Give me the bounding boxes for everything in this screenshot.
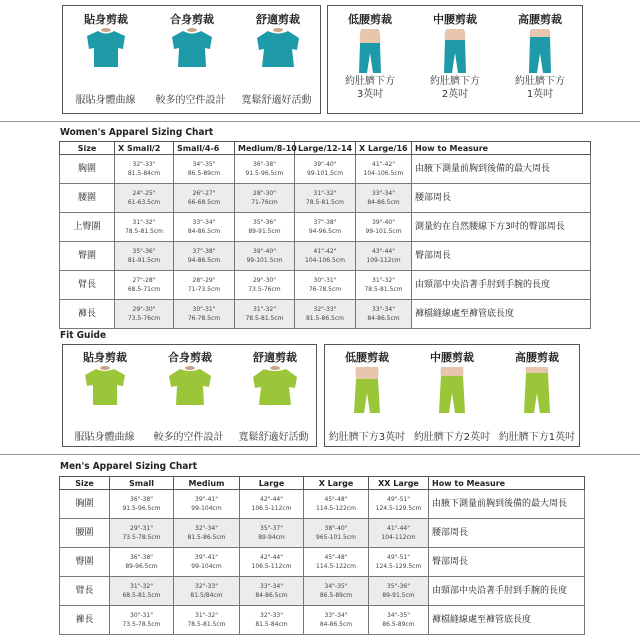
cm-value: 91.5-96.5cm <box>122 505 161 512</box>
women-rise-low <box>328 11 412 101</box>
size-cell <box>174 300 235 329</box>
size-cell <box>235 184 295 213</box>
women-cut-panel <box>62 5 321 114</box>
cm-value: 94-96.5cm <box>308 228 342 235</box>
fit-desc: 寬鬆舒適好活動 <box>241 95 312 106</box>
inch-value: 29"-30" <box>132 306 156 313</box>
men-low-rise-pants-figure <box>344 365 390 415</box>
cm-value: 89-91.5cm <box>382 592 415 599</box>
men-rise-descriptions <box>325 425 579 444</box>
size-cell <box>369 519 429 548</box>
size-cell <box>369 490 429 519</box>
cm-value: 965-101.5cm <box>316 534 356 541</box>
cm-value: 114.5-122cm <box>316 563 356 570</box>
inch-value: 41"-42" <box>372 161 395 168</box>
size-cell <box>369 548 429 577</box>
inch-value: 32"-34" <box>195 525 218 532</box>
size-cell <box>304 577 369 606</box>
cm-value: 68.5-71cm <box>127 286 161 293</box>
inch-value: 30"-31" <box>130 612 153 619</box>
men-mid-rise-pants-figure <box>429 365 475 415</box>
fit-label: 舒適剪裁 <box>253 351 297 364</box>
men-rise-high <box>495 349 579 415</box>
women-fit-relaxed <box>235 11 321 71</box>
inch-value: 31"-32" <box>313 190 337 197</box>
size-cell <box>369 577 429 606</box>
inch-value: 26"-27" <box>192 190 216 197</box>
cm-value: 84-86.5cm <box>367 199 400 206</box>
cm-value: 104-106.5cm <box>363 170 404 177</box>
cm-value: 89-96.5cm <box>125 563 158 570</box>
header-cell: Medium <box>174 477 240 490</box>
header-cell: X Large <box>304 477 369 490</box>
cm-value: 78.5-81.5cm <box>305 199 345 206</box>
header-cell: Medium/8-10 <box>235 142 295 155</box>
measure-instruction: 褲檔縫線處至褲管底長度 <box>412 300 591 329</box>
cm-value: 81.5-86.5cm <box>187 534 226 541</box>
cm-value: 71-76cm <box>251 199 278 206</box>
table-header-row <box>60 477 585 490</box>
measure-instruction: 測量約在自然腰線下方3吋的臀部周長 <box>412 213 591 242</box>
size-cell <box>174 548 240 577</box>
inch-value: 39"-41" <box>195 496 218 503</box>
cm-value: 73.5-76cm <box>127 315 161 322</box>
size-cell <box>240 577 304 606</box>
inch-value: 35"-36" <box>387 583 410 590</box>
fit-desc: 服貼身體曲線 <box>75 95 136 106</box>
header-cell: Size <box>60 477 110 490</box>
cm-value: 86.5-89cm <box>382 621 415 628</box>
cm-value: 124.5-129.5cm <box>375 505 422 512</box>
size-cell <box>240 490 304 519</box>
cm-value: 68.5-81.5cm <box>122 592 161 599</box>
cm-value: 84-86.5cm <box>319 621 353 628</box>
inch-value: 32"-33" <box>132 161 156 168</box>
inch-value: 32"-33" <box>260 612 283 619</box>
cm-value: 78.5-81.5cm <box>245 315 284 322</box>
size-cell <box>174 155 235 184</box>
table-row <box>60 490 585 519</box>
measure-instruction: 褲檔縫線處至褲管底長度 <box>429 606 585 635</box>
cm-value: 84-86.5cm <box>367 315 400 322</box>
size-cell <box>295 155 356 184</box>
size-cell <box>174 519 240 548</box>
table-row <box>60 271 591 300</box>
inch-value: 36"-38" <box>130 554 153 561</box>
size-cell <box>110 519 174 548</box>
men-cut-panel <box>62 344 317 447</box>
cm-value: 109-112cm <box>366 257 401 264</box>
header-cell: Small/4-6 <box>174 142 235 155</box>
size-cell <box>115 300 174 329</box>
cm-value: 99-104cm <box>191 563 222 570</box>
inch-value: 32"-33" <box>313 306 337 313</box>
size-cell <box>304 519 369 548</box>
size-cell <box>174 606 240 635</box>
size-cell <box>235 213 295 242</box>
women-rise-mid <box>412 11 498 101</box>
row-label: 褲長 <box>60 300 115 329</box>
cm-value: 124.5-129.5cm <box>375 563 422 570</box>
header-cell: Size <box>60 142 115 155</box>
size-cell <box>174 490 240 519</box>
men-high-rise-pants-figure <box>514 365 560 415</box>
row-label: 臀圍 <box>60 242 115 271</box>
header-cell: X Large/16 <box>356 142 412 155</box>
size-cell <box>295 213 356 242</box>
size-cell <box>235 271 295 300</box>
inch-value: 49"-51" <box>387 496 410 503</box>
inch-value: 31"-32" <box>195 612 218 619</box>
row-label: 臂長 <box>60 577 110 606</box>
inch-value: 33"-34" <box>192 219 216 226</box>
fit-desc: 寬鬆舒適好活動 <box>238 432 309 443</box>
inch-value: 29"-30" <box>253 277 276 284</box>
measure-instruction: 由腋下測量前胸到後備的最大周長 <box>429 490 585 519</box>
inch-value: 30"-31" <box>313 277 337 284</box>
men-rise-panel <box>324 344 580 447</box>
size-cell <box>110 577 174 606</box>
table-header-row <box>60 142 591 155</box>
table-row <box>60 242 591 271</box>
size-cell <box>356 184 412 213</box>
men-slim-shirt-figure <box>80 365 130 409</box>
inch-value: 41"-44" <box>387 525 410 532</box>
header-cell: Small <box>110 477 174 490</box>
size-cell <box>304 490 369 519</box>
fit-label: 合身剪裁 <box>170 13 214 26</box>
men-regular-shirt-figure <box>165 365 215 409</box>
women-low-rise-pants-figure <box>347 27 393 75</box>
men-size-table <box>59 476 585 635</box>
cm-value: 66-68.5cm <box>187 199 221 206</box>
cm-value: 99-104cm <box>191 505 222 512</box>
cm-value: 86.5-89cm <box>319 592 353 599</box>
measure-instruction: 臀部周長 <box>412 242 591 271</box>
rise-desc: 約肚臍下方3英吋 <box>328 432 406 443</box>
men-fit-relaxed <box>233 349 317 409</box>
cm-value: 73.5-76cm <box>248 286 281 293</box>
row-label: 胸圍 <box>60 155 115 184</box>
size-cell <box>115 155 174 184</box>
cm-value: 73.5-78.5cm <box>122 534 161 541</box>
inch-value: 35"-36" <box>132 248 156 255</box>
inch-value: 27"-28" <box>132 277 156 284</box>
header-cell: How to Measure <box>429 477 585 490</box>
size-cell <box>240 519 304 548</box>
size-cell <box>235 242 295 271</box>
cm-value: 76-78.5cm <box>187 315 221 322</box>
men-relaxed-shirt-figure <box>250 365 300 409</box>
rise-label: 低腰剪裁 <box>348 13 392 26</box>
size-cell <box>115 213 174 242</box>
inch-value: 36"-38" <box>130 496 153 503</box>
inch-value: 43"-44" <box>372 248 395 255</box>
women-size-table <box>59 141 591 329</box>
cm-value: 106.5-112cm <box>251 505 292 512</box>
cm-value: 94-86.5cm <box>187 257 221 264</box>
women-rise-panel <box>327 5 583 114</box>
size-cell <box>174 577 240 606</box>
row-label: 上臀圍 <box>60 213 115 242</box>
inch-value: 33"-34" <box>372 190 395 197</box>
inch-value: 31"-32" <box>130 583 153 590</box>
inch-value: 39"-40" <box>313 161 337 168</box>
inch-value: 34"-35" <box>387 612 410 619</box>
inch-value: 31"-32" <box>253 306 276 313</box>
table-row <box>60 519 585 548</box>
cm-value: 114.5-122cm <box>316 505 356 512</box>
size-cell <box>174 213 235 242</box>
rise-label: 高腰剪裁 <box>518 13 562 26</box>
fit-desc: 較多的空件設計 <box>153 432 224 443</box>
women-regular-shirt-figure <box>167 27 217 71</box>
women-rise-high <box>498 11 582 101</box>
inch-value: 35"-37" <box>260 525 283 532</box>
table-row <box>60 606 585 635</box>
row-label: 臂長 <box>60 271 115 300</box>
fit-label: 舒適剪裁 <box>256 13 300 26</box>
inch-value: 45"-48" <box>324 554 348 561</box>
men-fit-slim <box>63 349 147 409</box>
size-cell <box>356 300 412 329</box>
inch-value: 42"-44" <box>260 496 283 503</box>
inch-value: 31"-32" <box>372 277 395 284</box>
fit-label: 合身剪裁 <box>168 351 212 364</box>
rise-desc: 約肚臍下方1英吋 <box>498 432 576 443</box>
cm-value: 106.5-112cm <box>251 563 292 570</box>
rise-desc: 約肚臍下方2英吋 <box>413 432 491 443</box>
size-cell <box>235 155 295 184</box>
inch-value: 38"-40" <box>324 525 348 532</box>
cm-value: 84-86.5cm <box>187 228 221 235</box>
inch-value: 49"-51" <box>387 554 410 561</box>
men-rise-mid <box>409 349 495 415</box>
inch-value: 33"-34" <box>372 306 395 313</box>
men-fit-regular <box>147 349 233 409</box>
cm-value: 78.5-81.5cm <box>364 286 403 293</box>
rise-desc: 約肚臍下方 <box>345 76 395 87</box>
size-cell <box>369 606 429 635</box>
cm-value: 84-86.5cm <box>255 592 288 599</box>
size-cell <box>115 184 174 213</box>
inch-value: 35"-36" <box>253 219 276 226</box>
cm-value: 81.5-86.5cm <box>305 315 345 322</box>
header-cell: Large <box>240 477 304 490</box>
rise-label: 中腰剪裁 <box>430 351 474 364</box>
divider <box>0 121 640 122</box>
size-cell <box>115 271 174 300</box>
fit-label: 貼身剪裁 <box>84 13 128 26</box>
inch-value: 28"-29" <box>192 277 216 284</box>
cm-value: 89-94cm <box>258 534 285 541</box>
size-cell <box>115 242 174 271</box>
row-label: 褲長 <box>60 606 110 635</box>
cm-value: 81.5-84cm <box>255 621 288 628</box>
inch-value: 42"-44" <box>260 554 283 561</box>
size-cell <box>174 184 235 213</box>
women-relaxed-shirt-figure <box>253 27 303 71</box>
cm-value: 99-101.5cm <box>365 228 402 235</box>
size-cell <box>174 242 235 271</box>
cm-value: 81-91.5cm <box>127 257 161 264</box>
rise-desc: 3英吋 <box>356 89 384 100</box>
cm-value: 89-91.5cm <box>248 228 281 235</box>
cm-value: 78.5-81.5cm <box>124 228 164 235</box>
women-cut-descriptions <box>63 88 320 107</box>
fit-desc: 服貼身體曲線 <box>74 432 135 443</box>
size-cell <box>356 271 412 300</box>
measure-instruction: 由腋下測量前胸到後備的最大周長 <box>412 155 591 184</box>
fit-desc: 較多的空件設計 <box>155 95 226 106</box>
size-cell <box>110 490 174 519</box>
row-label: 腰圍 <box>60 519 110 548</box>
divider <box>0 454 640 455</box>
inch-value: 36"-38" <box>253 161 276 168</box>
cm-value: 71-73.5cm <box>187 286 221 293</box>
inch-value: 41"-42" <box>313 248 337 255</box>
women-chart-title: Women's Apparel Sizing Chart <box>60 127 214 138</box>
rise-desc: 約肚臍下方 <box>515 76 565 87</box>
measure-instruction: 腰部周長 <box>429 519 585 548</box>
cm-value: 81.5/84cm <box>190 592 223 599</box>
cm-value: 104-112cm <box>381 534 416 541</box>
table-row <box>60 155 591 184</box>
row-label: 臀圍 <box>60 548 110 577</box>
row-label: 胸圍 <box>60 490 110 519</box>
cm-value: 73.5-78.5cm <box>122 621 161 628</box>
size-cell <box>356 213 412 242</box>
inch-value: 33"-34" <box>260 583 283 590</box>
size-cell <box>240 606 304 635</box>
inch-value: 37"-38" <box>192 248 216 255</box>
inch-value: 34"-35" <box>192 161 216 168</box>
table-row <box>60 577 585 606</box>
rise-desc: 2英吋 <box>441 89 469 100</box>
measure-instruction: 由頸部中央沿著手肘到手腕的長度 <box>429 577 585 606</box>
inch-value: 32"-33" <box>195 583 218 590</box>
women-fit-regular <box>149 11 235 71</box>
size-cell <box>110 606 174 635</box>
inch-value: 39"-40" <box>372 219 395 226</box>
rise-desc: 約肚臍下方 <box>430 76 480 87</box>
header-cell: Large/12-14 <box>295 142 356 155</box>
size-cell <box>295 184 356 213</box>
cm-value: 91.5-96.5cm <box>245 170 284 177</box>
cm-value: 99-101.5cm <box>246 257 283 264</box>
cm-value: 99-101.5cm <box>306 170 344 177</box>
header-cell: XX Large <box>369 477 429 490</box>
rise-label: 中腰剪裁 <box>433 13 477 26</box>
fit-label: 貼身剪裁 <box>83 351 127 364</box>
measure-instruction: 臀部周長 <box>429 548 585 577</box>
measure-instruction: 腰部周長 <box>412 184 591 213</box>
table-row <box>60 300 591 329</box>
rise-desc: 1英吋 <box>526 89 554 100</box>
cm-value: 81.5-84cm <box>127 170 161 177</box>
table-row <box>60 548 585 577</box>
inch-value: 31"-32" <box>132 219 156 226</box>
inch-value: 45"-48" <box>324 496 348 503</box>
size-cell <box>356 155 412 184</box>
header-cell: X Small/2 <box>115 142 174 155</box>
men-cut-descriptions <box>63 425 316 444</box>
inch-value: 29"-31" <box>130 525 153 532</box>
inch-value: 24"-25" <box>132 190 156 197</box>
table-row <box>60 213 591 242</box>
size-cell <box>110 548 174 577</box>
row-label: 腰圍 <box>60 184 115 213</box>
header-cell: How to Measure <box>412 142 591 155</box>
cm-value: 78.5-81.5cm <box>187 621 226 628</box>
rise-label: 低腰剪裁 <box>345 351 389 364</box>
inch-value: 30"-31" <box>192 306 216 313</box>
rise-label: 高腰剪裁 <box>515 351 559 364</box>
table-row <box>60 184 591 213</box>
size-cell <box>295 271 356 300</box>
men-chart-title: Men's Apparel Sizing Chart <box>60 461 198 472</box>
cm-value: 76-78.5cm <box>308 286 342 293</box>
inch-value: 28"-30" <box>253 190 276 197</box>
cm-value: 61-63.5cm <box>127 199 161 206</box>
women-high-rise-pants-figure <box>517 27 563 75</box>
inch-value: 37"-38" <box>313 219 337 226</box>
size-cell <box>295 300 356 329</box>
inch-value: 34"-35" <box>324 583 348 590</box>
inch-value: 39"-41" <box>195 554 218 561</box>
inch-value: 33"-34" <box>324 612 348 619</box>
cm-value: 104-106.5cm <box>305 257 345 264</box>
women-fit-slim <box>63 11 149 71</box>
size-cell <box>304 548 369 577</box>
women-slim-shirt-figure <box>81 27 131 71</box>
women-mid-rise-pants-figure <box>432 27 478 75</box>
size-cell <box>304 606 369 635</box>
cm-value: 86.5-89cm <box>187 170 221 177</box>
size-cell <box>174 271 235 300</box>
men-rise-low <box>325 349 409 415</box>
inch-value: 39"-40" <box>253 248 276 255</box>
size-cell <box>295 242 356 271</box>
size-cell <box>235 300 295 329</box>
size-cell <box>356 242 412 271</box>
measure-instruction: 由頸部中央沿著手肘到手腕的長度 <box>412 271 591 300</box>
size-cell <box>240 548 304 577</box>
fit-guide-title: Fit Guide <box>60 330 107 341</box>
